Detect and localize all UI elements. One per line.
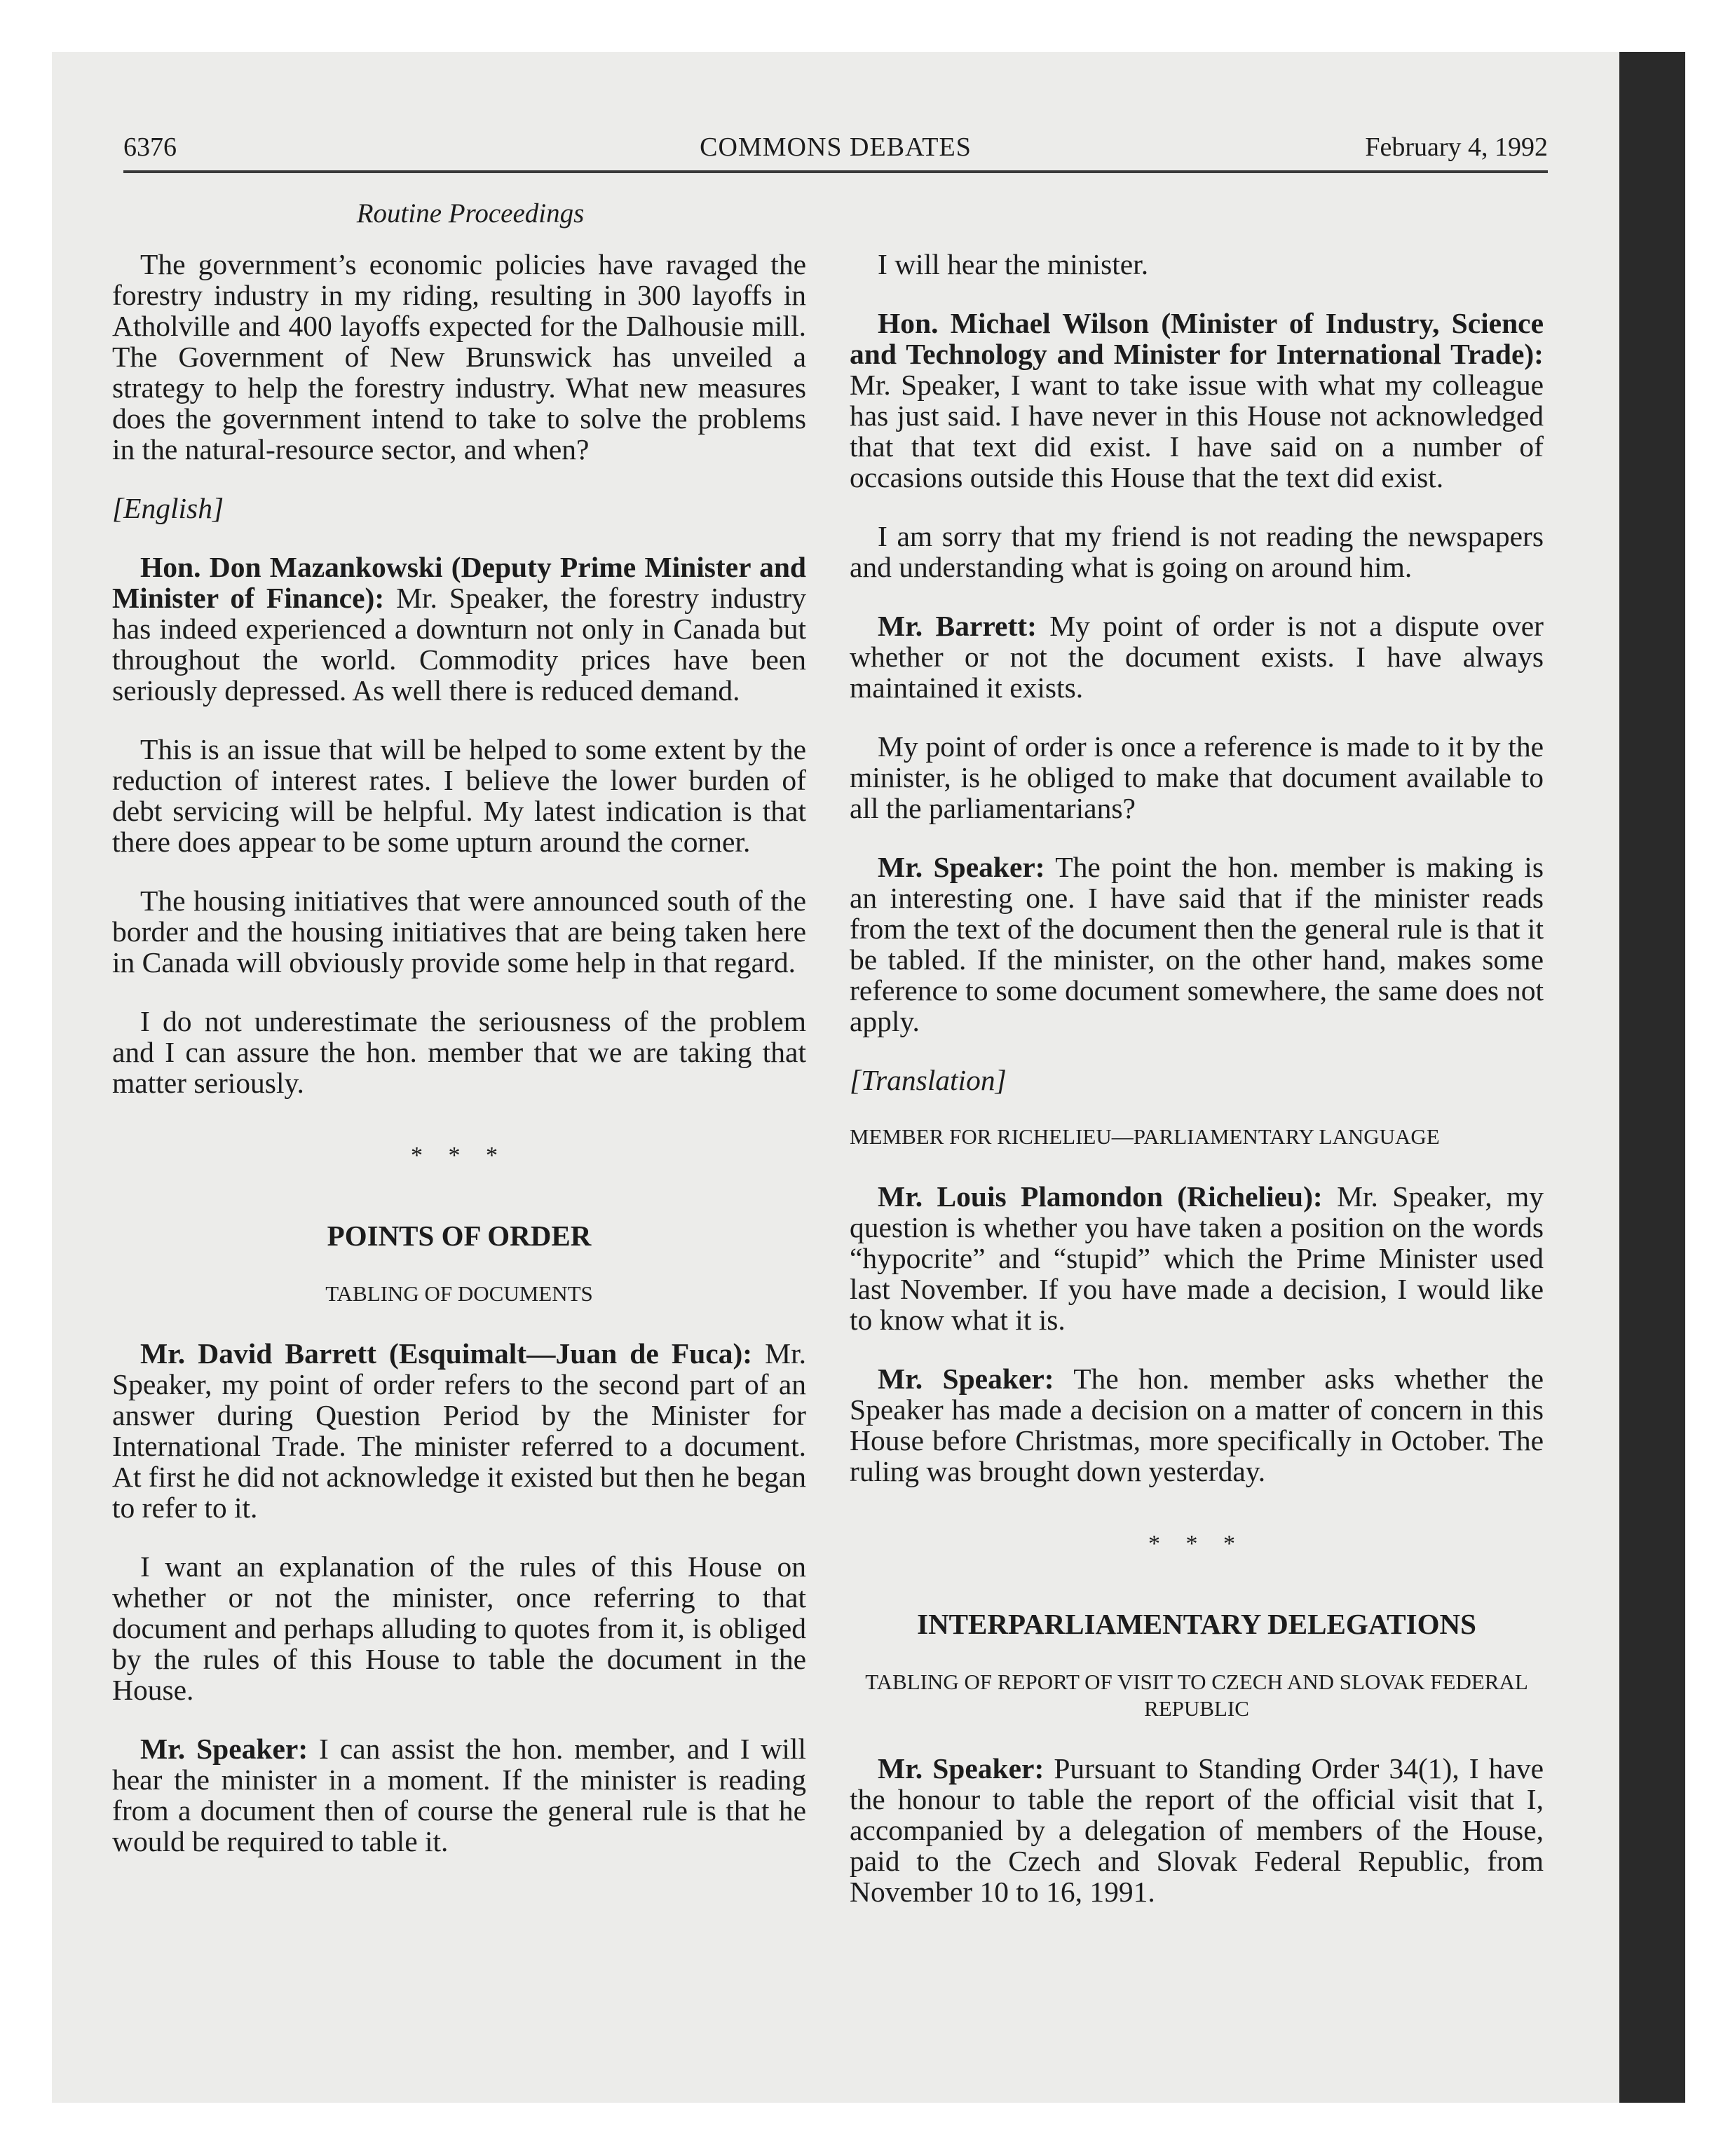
speaker-name: Mr. Speaker: — [878, 1752, 1045, 1785]
speaker-name: Mr. Speaker: — [878, 851, 1045, 883]
speech-text: I can assist the hon. member, and I will hear the minister in a moment. If the minister is reading from a document then of course the general rule is that he would be required to table it. — [112, 1733, 806, 1857]
speech — [850, 852, 1544, 1037]
speaker-name: Mr. Speaker: — [878, 1363, 1054, 1395]
section-title: INTERPARLIAMENTARY DELEGATIONS — [917, 1608, 1476, 1640]
speech-text: Mr. Speaker, the forestry industry has indeed experienced a downturn not only in Canada but throughout the world. Commodity prices have been seriously depressed. As well there is reduced demand. — [112, 582, 806, 707]
paragraph: This is an issue that will be helped to some extent by the reduction of interest rates. I believe the lower burden of debt servicing will be helpful. My latest indication is that there does appear to be some upturn around the corner. — [112, 733, 806, 858]
language-marker: [English] — [112, 492, 224, 524]
speech — [850, 308, 1544, 493]
paragraph: I will hear the minister. — [878, 248, 1149, 280]
paragraph: My point of order is once a reference is made to it by the minister, is he obliged to make that document available to all the parliamentarians? — [850, 730, 1544, 824]
right-column — [850, 249, 1544, 1935]
scan-edge-shadow — [1619, 52, 1685, 2103]
running-head: Routine Proceedings — [356, 198, 585, 228]
speech-text: The point the hon. member is making is an interesting one. I have said that if the minister reads from the text of the document then the general rule is that it be tabled. If the minister, on the other hand, makes some reference to some document somewhere, the same does not apply. — [850, 851, 1544, 1037]
paragraph: The housing initiatives that were announced south of the border and the housing initiatives that are being taken here in Canada will obviously provide some help in that regard. — [112, 885, 806, 978]
publication-date: February 4, 1992 — [1365, 132, 1548, 162]
speaker-name: Mr. Louis Plamondon (Richelieu): — [878, 1180, 1323, 1213]
page-number: 6376 — [123, 132, 177, 162]
speaker-name: Mr. Speaker: — [140, 1733, 308, 1765]
speech — [850, 610, 1544, 703]
speaker-name: Hon. Michael Wilson (Minister of Industry, Science and Technology and Minister for International Trade): — [850, 307, 1544, 370]
speech — [850, 1753, 1544, 1907]
speech — [112, 1733, 806, 1857]
speaker-name: Hon. Don Mazankowski (Deputy Prime Minister and Minister of Finance): — [112, 551, 806, 614]
section-title: POINTS OF ORDER — [327, 1220, 592, 1252]
speech-text: Pursuant to Standing Order 34(1), I have the honour to table the report of the official visit that I, accompanied by a delegation of members of the House, paid to the Czech and Slovak Federal Republic, from November 10 to 16, 1991. — [850, 1752, 1544, 1908]
subsection-heading: TABLING OF REPORT OF VISIT TO CZECH AND SLOVAK FEDERAL REPUBLIC — [865, 1670, 1528, 1721]
speech — [850, 1363, 1544, 1487]
speech-text: Mr. Speaker, my point of order refers to the second part of an answer during Question Period by the Minister for International Trade. The minister referred to a document. At first he did not acknowledge it existed but then he began to refer to it. — [112, 1337, 806, 1524]
speaker-name: Mr. Barrett: — [878, 610, 1037, 642]
speech-text: Mr. Speaker, I want to take issue with what my colleague has just said. I have never in this House not acknowledged that that text did exist. I have said on a number of occasions outside this House that the text did exist. — [850, 369, 1544, 493]
paragraph: The government’s economic policies have ravaged the forestry industry in my riding, resulting in 300 layoffs in Atholville and 400 layoffs expected for the Dalhousie mill. The Government of New Brunswick has unveiled a strategy to help the forestry industry. What new measures does the government intend to take to solve the problems in the natural-resource sector, and when? — [112, 248, 806, 465]
speech-text: The hon. member asks whether the Speaker has made a decision on a matter of concern in this House before Christmas, more specifically in October. The ruling was brought down yesterday. — [850, 1363, 1544, 1487]
paragraph: I want an explanation of the rules of this House on whether or not the minister, once referring to that document and perhaps alluding to quotes from it, is obliged by the rules of this House to table the document in the House. — [112, 1550, 806, 1706]
paragraph: I am sorry that my friend is not reading the newspapers and understanding what is going on around him. — [850, 520, 1544, 583]
subsection-heading: MEMBER FOR RICHELIEU—PARLIAMENTARY LANGUAGE — [850, 1124, 1440, 1149]
speech-text: My point of order is not a dispute over whether or not the document exists. I have always maintained it exists. — [850, 610, 1544, 704]
speech-text: Mr. Speaker, my question is whether you have taken a position on the words “hypocrite” and “stupid” which the Prime Minister used last November. If you have made a decision, I would like to know what it is. — [850, 1180, 1544, 1336]
publication-title: COMMONS DEBATES — [700, 132, 972, 162]
speech — [112, 552, 806, 706]
page-header — [123, 126, 1548, 172]
speech — [850, 1181, 1544, 1335]
language-marker: [Translation] — [850, 1064, 1007, 1096]
section-separator: * * * — [1148, 1531, 1245, 1557]
speech — [112, 1338, 806, 1523]
left-column — [112, 249, 806, 1885]
section-separator: * * * — [411, 1142, 508, 1168]
speaker-name: Mr. David Barrett (Esquimalt—Juan de Fuca): — [140, 1337, 753, 1370]
subsection-heading: TABLING OF DOCUMENTS — [325, 1281, 593, 1306]
header-rule — [123, 170, 1548, 173]
paragraph: I do not underestimate the seriousness of the problem and I can assure the hon. member that we are taking that matter seriously. — [112, 1005, 806, 1099]
